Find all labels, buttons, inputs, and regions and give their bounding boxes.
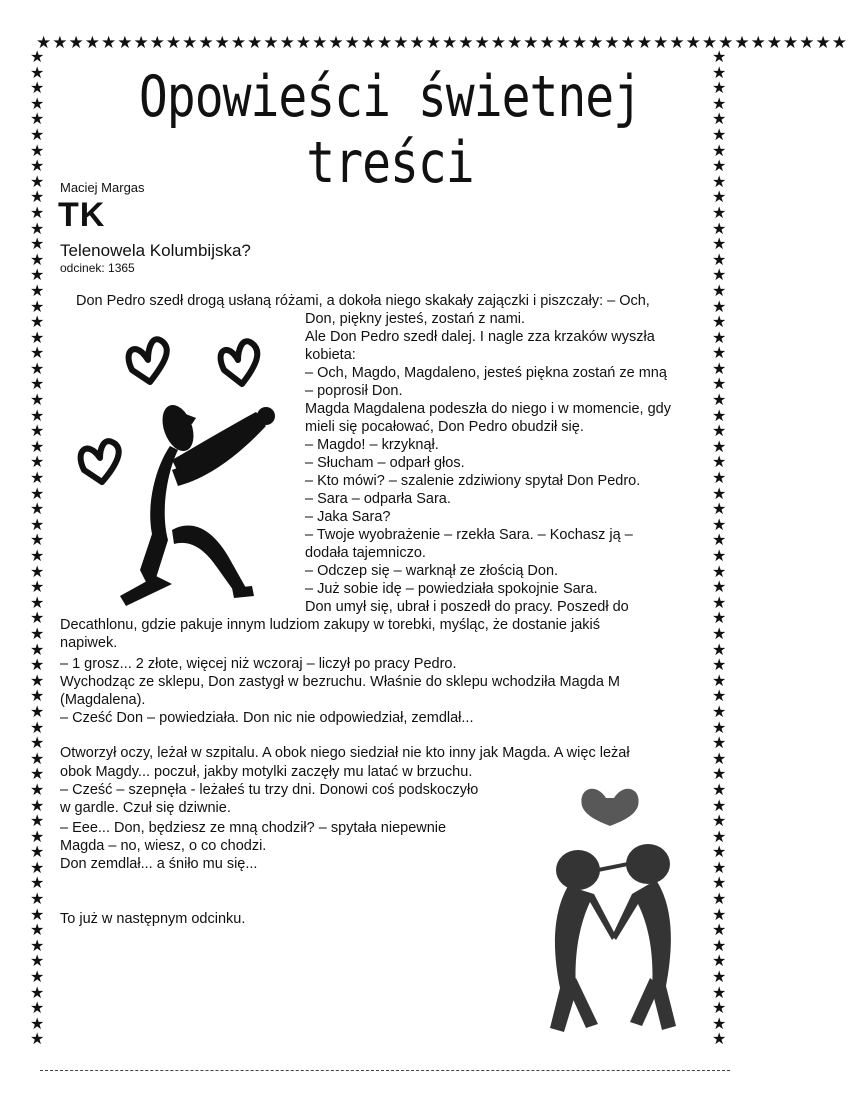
- story-line: Don zemdlał... a śniło mu się...: [60, 856, 258, 872]
- story-line: Ale Don Pedro szedł dalej. I nagle zza krzaków wyszła: [305, 329, 655, 345]
- story-heading: TK: [58, 196, 106, 234]
- story-line: napiwek.: [60, 635, 118, 651]
- couple-illustration: [520, 778, 700, 1040]
- story-line: – Słucham – odparł głos.: [305, 455, 465, 471]
- story-line: – Cześć Don – powiedziała. Don nic nie odpowiedział, zemdlał...: [60, 710, 474, 726]
- episode-number: odcinek: 1365: [60, 261, 135, 275]
- story-line: obok Magdy... poczuł, jakby motylki zaczęły mu latać w brzuchu.: [60, 764, 473, 780]
- dashed-border-bottom: [40, 1058, 730, 1071]
- story-line: – Eee... Don, będziesz ze mną chodził? – spytała niepewnie: [60, 820, 447, 836]
- story-line: Decathlonu, gdzie pakuje innym ludziom zakupy w torebki, myśląc, że dostanie jakiś: [60, 617, 600, 633]
- star-border-right: ★★★★★★★★★★★★★★★★★★★★★★★★★★★★★★★★★★★★★★★★★★★★★★★★★★★★★★★★★★★★★★★★: [712, 49, 727, 1049]
- story-line: – Sara – odparła Sara.: [305, 491, 451, 507]
- story-line: (Magdalena).: [60, 692, 146, 708]
- star-border-top: ★★★★★★★★★★★★★★★★★★★★★★★★★★★★★★★★★★★★★★★★★★★★★★★★★★: [36, 33, 848, 52]
- story-line: – Odczep się – warknął ze złością Don.: [305, 563, 559, 579]
- story-line: – poprosił Don.: [305, 383, 403, 399]
- story-footer: To już w następnym odcinku.: [60, 911, 246, 927]
- story-line: Otworzył oczy, leżał w szpitalu. A obok niego siedział nie kto inny jak Magda. A więc leżał: [60, 745, 630, 761]
- story-line: – Twoje wyobrażenie – rzekła Sara. – Kochasz ją –: [305, 527, 633, 543]
- story-line: – Jaka Sara?: [305, 509, 391, 525]
- heart-icon: [129, 339, 167, 382]
- story-line: w gardle. Czuł się dziwnie.: [60, 800, 231, 816]
- story-line: kobieta:: [305, 347, 356, 363]
- story-line: Magda Magdalena podeszła do niego i w momencie, gdy: [305, 401, 671, 417]
- page-title: Opowieści świetnej treści: [138, 64, 642, 197]
- story-line: mieli się pocałować, Don Pedro obudził się.: [305, 419, 584, 435]
- story-line: – Magdo! – krzyknął.: [305, 437, 439, 453]
- story-line: Wychodząc ze sklepu, Don zastygł w bezruchu. Właśnie do sklepu wchodziła Magda M: [60, 674, 620, 690]
- story-line: – Kto mówi? – szalenie zdziwiony spytał Don Pedro.: [305, 473, 641, 489]
- story-line: Don umył się, ubrał i poszedł do pracy. Poszedł do: [305, 599, 629, 615]
- story-line: – Już sobie idę – powiedziała spokojnie Sara.: [305, 581, 598, 597]
- heart-icon: [581, 789, 638, 826]
- author-name: Maciej Margas: [60, 180, 145, 195]
- story-line: Don Pedro szedł drogą usłaną różami, a dokoła niego skakały zajączki i piszczały: – Och,: [76, 293, 650, 309]
- story-subtitle: Telenowela Kolumbijska?: [60, 241, 251, 260]
- star-border-left: ★★★★★★★★★★★★★★★★★★★★★★★★★★★★★★★★★★★★★★★★★★★★★★★★★★★★★★★★★★★★★★★★: [30, 49, 45, 1049]
- heart-icon: [81, 441, 119, 482]
- story-line: – Och, Magdo, Magdaleno, jesteś piękna zostań ze mną: [305, 365, 667, 381]
- story-line: – Cześć – szepnęła - leżałeś tu trzy dni. Donowi coś podskoczyło: [60, 782, 479, 798]
- story-line: Magda – no, wiesz, o co chodzi.: [60, 838, 267, 854]
- kneeling-figure-illustration: [60, 320, 300, 620]
- story-line: dodała tajemniczo.: [305, 545, 426, 561]
- story-line: Don, piękny jesteś, zostań z nami.: [305, 311, 526, 327]
- heart-icon: [221, 341, 258, 384]
- story-line: – 1 grosz... 2 złote, więcej niż wczoraj – liczył po pracy Pedro.: [60, 656, 457, 672]
